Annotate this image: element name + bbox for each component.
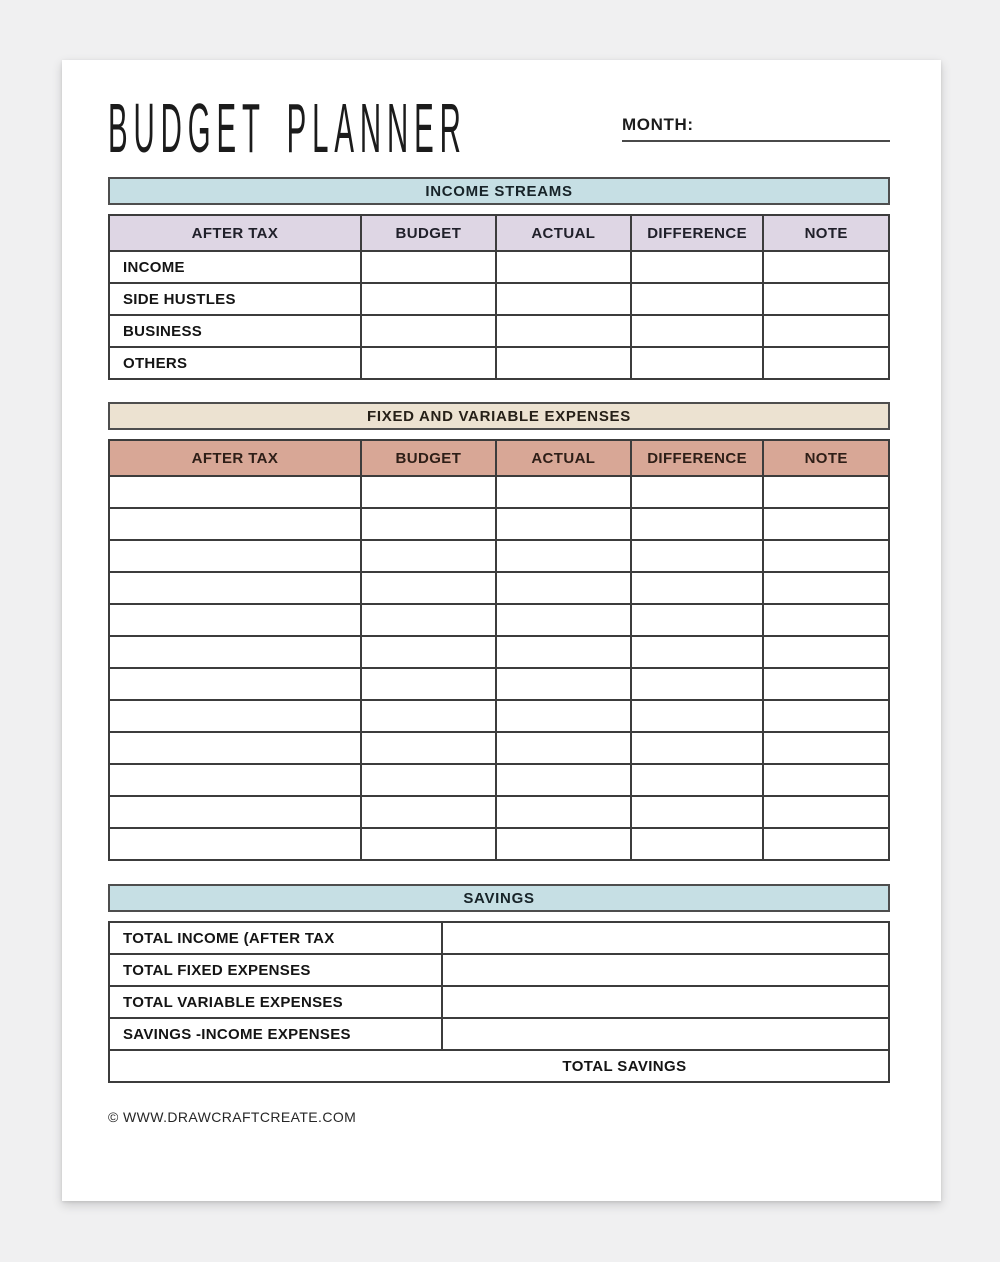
blank-cell[interactable] [763,796,889,828]
blank-cell[interactable] [109,668,361,700]
blank-cell[interactable] [631,540,764,572]
blank-cell[interactable] [763,508,889,540]
blank-cell[interactable] [763,476,889,508]
blank-cell[interactable] [763,604,889,636]
blank-cell[interactable] [763,828,889,860]
income-section-band: INCOME STREAMS [108,177,890,205]
expense-empty-row [109,732,889,764]
total-savings-row [109,1050,889,1082]
expense-empty-row [109,540,889,572]
blank-cell[interactable] [109,700,361,732]
blank-cell[interactable] [763,347,889,379]
blank-cell[interactable] [109,572,361,604]
blank-cell[interactable] [631,668,764,700]
blank-cell[interactable] [763,315,889,347]
expense-empty-row [109,764,889,796]
blank-cell[interactable] [109,508,361,540]
blank-cell[interactable] [109,764,361,796]
copyright-footer: © WWW.DRAWCRAFTCREATE.COM [108,1109,357,1125]
blank-cell[interactable] [361,636,496,668]
savings-row [109,922,889,954]
blank-cell[interactable] [361,251,496,283]
income-row [109,315,889,347]
blank-cell[interactable] [109,1050,361,1082]
page-header [108,89,890,167]
blank-cell[interactable] [631,347,764,379]
blank-cell[interactable] [442,954,889,986]
expense-empty-row [109,796,889,828]
blank-cell[interactable] [109,796,361,828]
blank-cell[interactable] [763,668,889,700]
blank-cell[interactable] [496,283,631,315]
blank-cell[interactable] [763,636,889,668]
blank-cell[interactable] [109,636,361,668]
blank-cell[interactable] [361,347,496,379]
blank-cell[interactable] [109,476,361,508]
blank-cell[interactable] [631,251,764,283]
income-table [108,214,890,380]
page-title [108,89,508,167]
expense-empty-row [109,700,889,732]
blank-cell[interactable] [496,668,631,700]
blank-cell[interactable] [361,764,496,796]
expense-empty-row [109,572,889,604]
blank-cell[interactable] [496,764,631,796]
expense-empty-row [109,604,889,636]
blank-cell[interactable] [496,476,631,508]
blank-cell[interactable] [442,1018,889,1050]
income-row-label: INCOME [109,251,361,283]
blank-cell[interactable] [631,315,764,347]
expense-empty-row [109,508,889,540]
blank-cell[interactable] [496,540,631,572]
blank-cell[interactable] [631,700,764,732]
planner-page [62,60,941,1201]
blank-cell[interactable] [496,572,631,604]
blank-cell[interactable] [763,283,889,315]
savings-row-label: TOTAL INCOME (AFTER TAX [109,922,442,954]
blank-cell[interactable] [496,796,631,828]
savings-row [109,1018,889,1050]
blank-cell[interactable] [361,732,496,764]
income-row [109,347,889,379]
expense-empty-row [109,476,889,508]
savings-row [109,986,889,1018]
blank-cell[interactable] [442,986,889,1018]
blank-cell[interactable] [496,251,631,283]
blank-cell[interactable] [631,508,764,540]
income-row [109,251,889,283]
blank-cell[interactable] [109,828,361,860]
column-header-after-tax: AFTER TAX [109,440,361,476]
savings-row-label: SAVINGS -INCOME EXPENSES [109,1018,442,1050]
expense-empty-row [109,828,889,860]
column-header-difference: DIFFERENCE [631,440,764,476]
total-savings-label: TOTAL SAVINGS [361,1050,889,1082]
expenses-table [108,439,890,861]
blank-cell[interactable] [631,796,764,828]
blank-cell[interactable] [361,315,496,347]
blank-cell[interactable] [496,828,631,860]
income-row-label: OTHERS [109,347,361,379]
savings-row-label: TOTAL VARIABLE EXPENSES [109,986,442,1018]
blank-cell[interactable] [361,540,496,572]
blank-cell[interactable] [361,283,496,315]
blank-cell[interactable] [631,476,764,508]
column-header-budget: BUDGET [361,440,496,476]
blank-cell[interactable] [763,732,889,764]
blank-cell[interactable] [763,700,889,732]
expenses-section-band: FIXED AND VARIABLE EXPENSES [108,402,890,430]
blank-cell[interactable] [361,476,496,508]
blank-cell[interactable] [361,828,496,860]
blank-cell[interactable] [631,572,764,604]
income-row-label: BUSINESS [109,315,361,347]
blank-cell[interactable] [361,508,496,540]
expense-empty-row [109,668,889,700]
blank-cell[interactable] [496,732,631,764]
blank-cell[interactable] [631,828,764,860]
blank-cell[interactable] [631,283,764,315]
page-title-text: BUDGET PLANNER [108,89,467,167]
blank-cell[interactable] [496,636,631,668]
column-header-actual: ACTUAL [496,215,631,251]
blank-cell[interactable] [496,508,631,540]
column-header-actual: ACTUAL [496,440,631,476]
month-field [622,115,890,142]
blank-cell[interactable] [631,732,764,764]
column-header-budget: BUDGET [361,215,496,251]
blank-cell[interactable] [361,796,496,828]
blank-cell[interactable] [361,604,496,636]
blank-cell[interactable] [763,251,889,283]
blank-cell[interactable] [631,636,764,668]
blank-cell[interactable] [763,572,889,604]
blank-cell[interactable] [109,732,361,764]
expenses-header-row [109,440,889,476]
savings-table [108,921,890,1083]
blank-cell[interactable] [631,604,764,636]
blank-cell[interactable] [442,922,889,954]
month-label: MONTH: [622,115,694,134]
savings-row-label: TOTAL FIXED EXPENSES [109,954,442,986]
blank-cell[interactable] [496,700,631,732]
blank-cell[interactable] [763,540,889,572]
savings-row [109,954,889,986]
blank-cell[interactable] [496,604,631,636]
column-header-difference: DIFFERENCE [631,215,764,251]
column-header-after-tax: AFTER TAX [109,215,361,251]
savings-section-band: SAVINGS [108,884,890,912]
column-header-note: NOTE [763,440,889,476]
income-header-row [109,215,889,251]
blank-cell[interactable] [496,347,631,379]
blank-cell[interactable] [361,572,496,604]
expense-empty-row [109,636,889,668]
blank-cell[interactable] [109,540,361,572]
blank-cell[interactable] [763,764,889,796]
month-fill-line[interactable] [622,140,890,142]
income-row-label: SIDE HUSTLES [109,283,361,315]
column-header-note: NOTE [763,215,889,251]
blank-cell[interactable] [496,315,631,347]
blank-cell[interactable] [361,668,496,700]
expenses-table-body [109,476,889,860]
blank-cell[interactable] [361,700,496,732]
income-row [109,283,889,315]
blank-cell[interactable] [109,604,361,636]
blank-cell[interactable] [631,764,764,796]
